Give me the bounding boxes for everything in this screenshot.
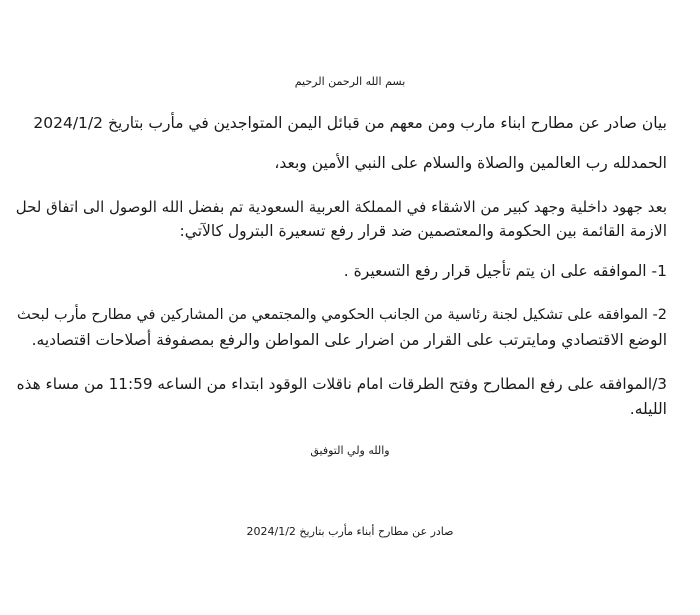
closing-line: والله ولي التوفيق xyxy=(310,444,390,457)
greeting-line: الحمدلله رب العالمين والصلاة والسلام على النبي الأمين وبعد، xyxy=(274,154,667,172)
point-3-line-2: الليله. xyxy=(629,400,667,418)
point-2-line-1: 2- الموافقه على تشكيل لجنة رئاسية من الجانب الحكومي والمجتمعي من المشاركين في مطارح مأرب لبحث xyxy=(16,307,667,323)
statement-title: بيان صادر عن مطارح ابناء مارب ومن معهم من قبائل اليمن المتواجدين في مأرب بتاريخ 2024/1/2 xyxy=(33,114,667,132)
point-1-line-1: 1- الموافقه على ان يتم تأجيل قرار رفع التسعيرة . xyxy=(343,262,667,280)
intro-line-2: الازمة القائمة بين الحكومة والمعتصمين ضد قرار رفع تسعيرة البترول كالآتي: xyxy=(179,222,667,240)
signature-line: صادر عن مطارح أبناء مأرب بتاريخ 2024/1/2 xyxy=(246,525,454,538)
basmala: بسم الله الرحمن الرحيم xyxy=(294,75,406,88)
point-2-line-2: الوضع الاقتصادي ومايترتب على القرار من اضرار على المواطن والرفع بمصفوفة أصلاحات اقتصاديه. xyxy=(31,331,667,349)
point-3-line-1: 3/الموافقه على رفع المطارح وفتح الطرقات امام ناقلات الوقود ابتداء من الساعه 11:59 من مساء هذه xyxy=(16,375,667,393)
intro-line-1: بعد جهود داخلية وجهد كبير من الاشقاء في المملكة العربية السعودية تم بفضل الله الوصول الى اتفاق لحل xyxy=(15,198,667,216)
